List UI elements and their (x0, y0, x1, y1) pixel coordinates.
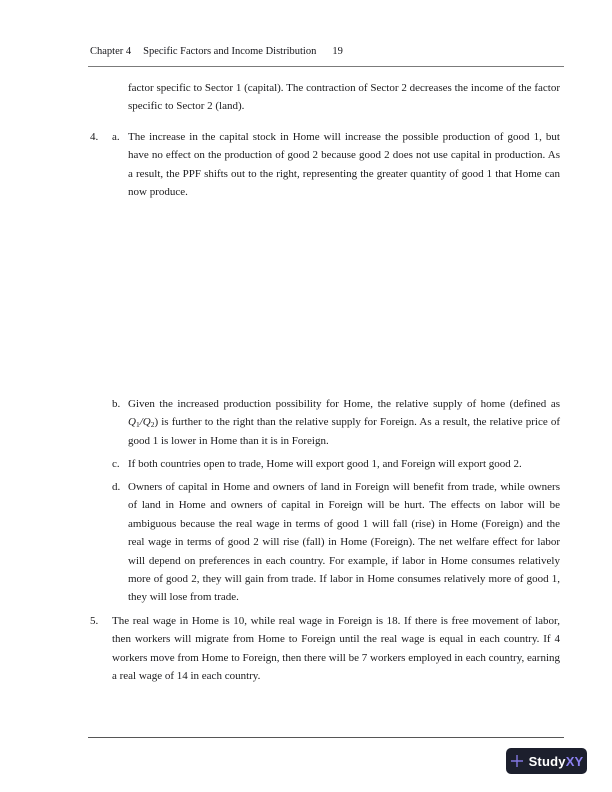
list-letter-a: a. (112, 131, 120, 143)
variable-q: Q (142, 416, 151, 429)
header-title: Specific Factors and Income Distribution (143, 46, 317, 57)
header-chapter: Chapter 4 (90, 46, 132, 57)
header-page-number: 19 (332, 46, 343, 57)
subscript-2: 2 (150, 420, 155, 430)
slash: / (139, 416, 143, 429)
list-item-4d (0, 478, 612, 607)
list-item-4a (0, 128, 612, 202)
variable-q: Q (128, 416, 136, 429)
list-letter-c: c. (112, 458, 120, 470)
header-rule (88, 66, 564, 67)
logo-text-study: Study (528, 753, 566, 769)
plus-icon (510, 754, 524, 768)
list-item-5 (0, 612, 612, 686)
studyxy-logo[interactable] (506, 748, 587, 774)
list-item-text: If both countries open to trade, Home will export good 1, and Foreign will export good 2. (128, 458, 522, 470)
list-letter-b: b. (112, 398, 121, 410)
variable-q1-over-q2 (128, 416, 154, 428)
logo-wordmark (529, 754, 584, 769)
list-item-text: The increase in the capital stock in Home will increase the possible production of good 1, but have no effect on the production of good 2 because good 2 does not use capital in production. As a result, the PPF shifts out to the right, representing the greater quantity of good 1 that Home can now produce. (128, 131, 560, 199)
footer-rule (88, 737, 564, 738)
text-segment: Given the increased production possibility for Home, the relative supply of home (defined as (128, 398, 560, 410)
page-header (90, 46, 343, 57)
paragraph-text: factor specific to Sector 1 (capital). The contraction of Sector 2 decreases the income of the factor specific to Sector 2 (land). (128, 82, 560, 113)
list-item-4c (0, 455, 612, 473)
paragraph-continuation (0, 79, 612, 116)
list-item-text: Owners of capital in Home and owners of land in Foreign will benefit from trade, while owners of land in Home and owners of capital in Foreign will be hurt. The effects on labor will be ambiguous because the real wage in terms of good 1 will fall (rise) in Home (Foreign) and the real wage in terms of good 2 will rise (fall) in Home (Foreign). The net welfare effect for labor will depend on preferences in each country. For example, if labor in Home consumes relatively more of good 2, they will gain from trade. If labor in Home consumes relatively more of good 1, they will lose from trade. (128, 481, 560, 604)
list-number-5: 5. (90, 615, 99, 627)
logo-text-xy: XY (565, 753, 584, 769)
list-item-text (128, 395, 560, 450)
text-segment: ) is further to the right than the relative supply for Foreign. As a result, the relative price of good 1 is lower in Home than it is in Foreign. (128, 416, 560, 447)
list-letter-d: d. (112, 481, 121, 493)
list-item-4b (0, 395, 612, 450)
list-item-text: The real wage in Home is 10, while real wage in Foreign is 18. If there is free movement of labor, then workers will migrate from Home to Foreign until the real wage is equal in each country. If 4 workers move from Home to Foreign, then there will be 7 workers employed in each country, earning a real wage of 14 in each country. (112, 615, 560, 683)
subscript-1: 1 (135, 420, 140, 430)
list-number-4: 4. (90, 131, 99, 143)
